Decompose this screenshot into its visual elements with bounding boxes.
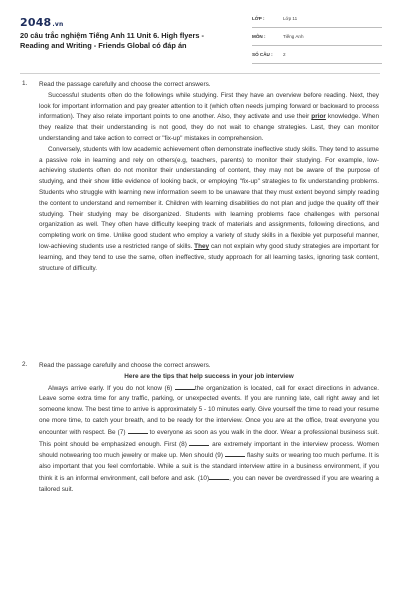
header-divider [20, 73, 380, 74]
passage-text: Always arrive early. If you do not know (6) [48, 384, 175, 392]
question-number: 1. [22, 80, 28, 87]
meta-class-row [252, 14, 382, 28]
question-body [39, 361, 379, 496]
passage-title: Here are the tips that help success in your job interview [124, 372, 294, 380]
passage-paragraph [39, 145, 379, 275]
meta-class-value: Lớp 11 [283, 16, 298, 21]
blank-10[interactable] [209, 473, 229, 480]
blank-8[interactable] [189, 439, 209, 446]
blank-6[interactable] [175, 383, 195, 390]
meta-subject-label: MÔN : [252, 34, 266, 39]
passage-paragraph [39, 91, 379, 145]
meta-subject-value: Tiếng Anh [283, 34, 304, 39]
passage-text: are extremely important in the interview process. Women should notwearing too much jewelry or make up. Men should (9) [39, 440, 379, 460]
meta-class-label: LỚP : [252, 16, 265, 21]
highlighted-word-prior: prior [311, 113, 326, 121]
highlighted-word-they: They [194, 242, 210, 250]
page-header [0, 0, 400, 70]
meta-subject-row [252, 32, 382, 46]
question-instruction: Read the passage carefully and choose the correct answers. [39, 81, 211, 88]
question-number: 2. [22, 361, 28, 368]
passage-text: can not explain why good study strategies are important for learning, and they tend to use the same, often ineffective, study approach for all learning tasks, ignoring task content, structure of difficulty. [39, 242, 379, 272]
passage-text: flashy suits or wearing too much perfume. It is also important that you feel comfortable. While a suit is the standard interview attire in a business environment, if you think it is an informal environment, call before and ask. (10) [39, 452, 379, 482]
meta-count-label: SỐ CÂU : [252, 52, 273, 57]
blank-7[interactable] [128, 427, 148, 434]
passage-text: Conversely, students with low academic achievement often demonstrate ineffective study skills. They tend to assume a passive role in learning and rely on others(e.g, teachers, parents) to monitor their studying. For example, low-achieving students often do not monitor their understanding of content, they may not be aware of the purpose of studying, and their show little evidence of looking back, or employing "fix-up" strategies to fix understanding problems. Students who struggle with learning new information seem to be unaware that they must extent beyond simply reading the content to understand and remember it. Children with learning disabilities do not plan and judge the quality off their studying. Their studying may be disorganized. Students with learning problems face challenges with personal organization as well. They often have difficulty keeping track of materials and assignments, following directions, and completing work on time. Unlike good student who employ a variety of study skills in a flexible yet purposeful manner, low-achieving students use a restricted range of skills. [39, 145, 379, 250]
passage-text: to everyone as soon as you walk in the door. Wear a professional business suit. This point should be emphasized enough. First (8) [39, 428, 379, 448]
meta-count-value: 2 [283, 52, 286, 57]
logo-suffix: .vn [52, 21, 64, 28]
passage-text: the organization is located, call for exact directions in advance. Leave some extra time for any traffic, parking, or unexpected events. If you are running late, call right away and let someone know. The best time to arrive is approximately 5 - 10 minutes early. Give yourself the time to read your resume one more time, to catch your breath, and to be ready for the interview. Once you are at the office, treat everyone you encounter with respect. Be (7) [39, 384, 380, 436]
passage-text: knowledge. When they realize that their understanding is not good, they do not wait to change strategies. Last, they can monitor understanding and take action to correct or "fix-up" mistakes in comprehension. [39, 113, 379, 142]
meta-count-row [252, 50, 382, 64]
question-body [39, 80, 379, 274]
question-instruction: Read the passage carefully and choose the correct answers. [39, 362, 211, 369]
passage-paragraph [39, 383, 379, 496]
blank-9[interactable] [225, 450, 245, 457]
site-logo[interactable] [20, 16, 63, 29]
passage-text: , you can never be overdressed if you are wearing a tailored suit. [39, 474, 379, 493]
logo-main: 2048 [20, 16, 52, 29]
document-meta [252, 14, 382, 68]
passage-text: Successful students often do the followings while studying. First they have an overview before reading. Next, they look for important information and pay greater attention to it (which often needs jumping forward or backward to process information). They also relate important points to one another. Also, they activate and use their [39, 91, 379, 121]
document-title: 20 câu trắc nghiệm Tiếng Anh 11 Unit 6. High flyers - Reading and Writing - Friends Global có đáp án [20, 31, 204, 50]
